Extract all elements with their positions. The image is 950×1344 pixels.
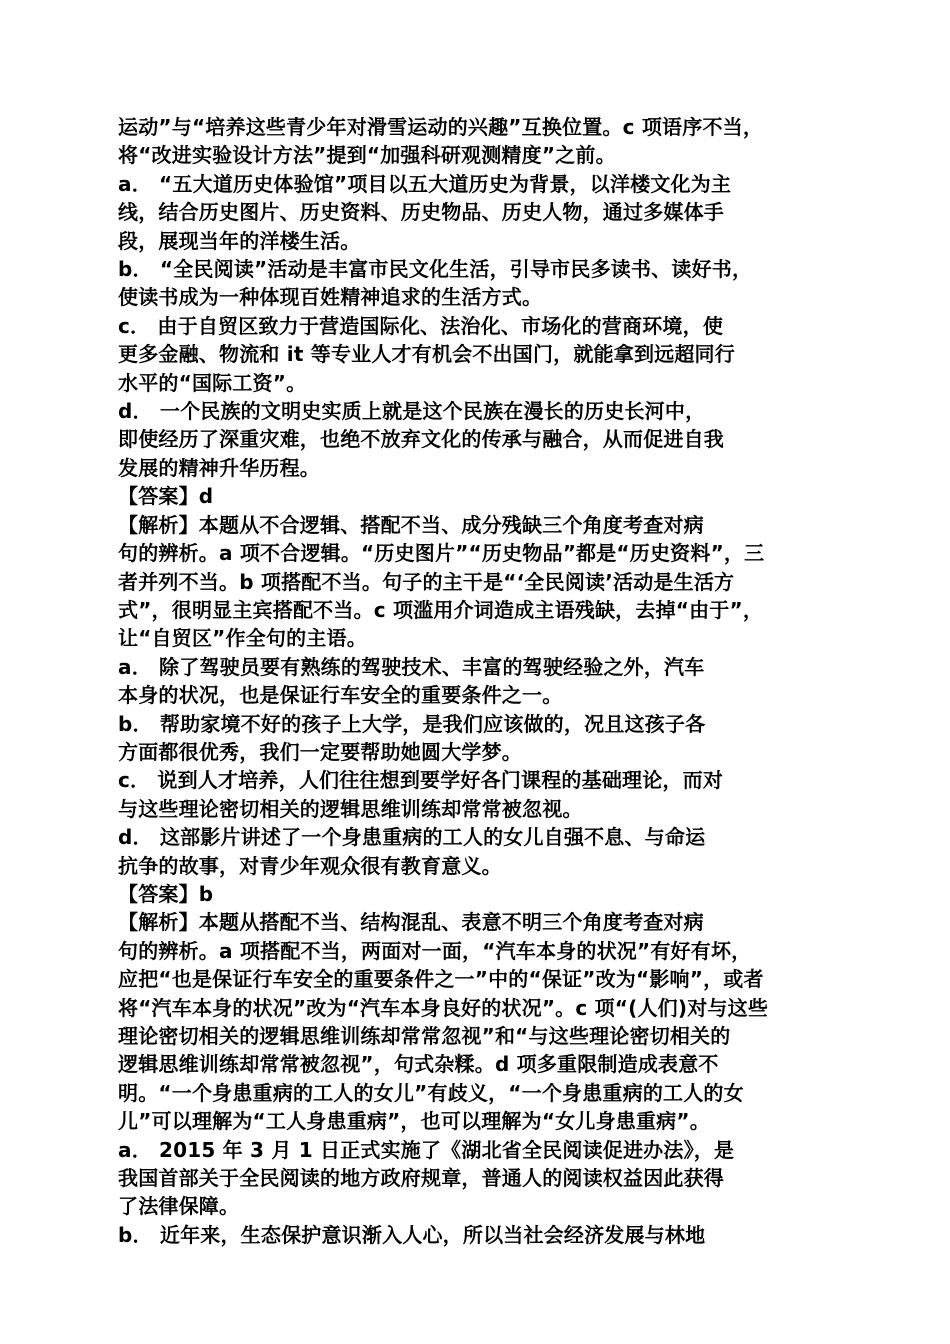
text-line: 理论密切相关的逻辑思维训练却常常忽视”和“与这些理论密切相关的 <box>118 1024 731 1048</box>
text-line: 者并列不当。b 项搭配不当。句子的主干是“‘全民阅读’活动是生活方 <box>118 569 735 594</box>
text-line: 让“自贸区”作全句的主语。 <box>118 626 367 651</box>
analysis-line: 【解析】本题从不合逻辑、搭配不当、成分残缺三个角度考查对病 <box>118 512 704 537</box>
text-line: 了法律保障。 <box>118 1194 240 1219</box>
text-line: 明。“一个身患重病的工人的女儿”有歧义，“一个身患重病的工人的女 <box>118 1080 744 1105</box>
analysis-line: 【解析】本题从搭配不当、结构混乱、表意不明三个角度考查对病 <box>118 910 704 935</box>
document-body <box>118 113 838 1249</box>
text-line: 段，展现当年的洋楼生活。 <box>118 228 361 253</box>
text-line: 将“改进实验设计方法”提到“加强科研观测精度”之前。 <box>118 143 616 168</box>
text-line: 逻辑思维训练却常常被忽视”，句式杂糅。d 项多重限制造成表意不 <box>118 1052 719 1077</box>
text-line: 使读书成为一种体现百姓精神追求的生活方式。 <box>118 285 543 310</box>
text-line: 线，结合历史图片、历史资料、历史物品、历史人物，通过多媒体手 <box>118 200 724 225</box>
text-line: 即使经历了深重灾难，也绝不放弃文化的传承与融合，从而促进自我 <box>118 427 724 452</box>
answer-line: 【答案】b <box>118 881 214 906</box>
text-line: 句的辨析。a 项不合逻辑。“历史图片”“历史物品”都是“历史资料”，三 <box>118 541 765 566</box>
text-line: a． “五大道历史体验馆”项目以五大道历史为背景，以洋楼文化为主 <box>118 171 732 196</box>
text-line: c． 由于自贸区致力于营造国际化、法治化、市场化的营商环境，使 <box>118 313 724 338</box>
text-line: 抗争的故事，对青少年观众很有教育意义。 <box>118 853 502 878</box>
answer-line: 【答案】d <box>118 484 214 509</box>
text-line: c． 说到人才培养，人们往往想到要学好各门课程的基础理论，而对 <box>118 768 724 793</box>
text-line: 应把“也是保证行车安全的重要条件之一”中的“保证”改为“影响”，或者 <box>118 967 764 992</box>
text-line: b． “全民阅读”活动是丰富市民文化生活，引导市民多读书、读好书， <box>118 257 753 282</box>
text-line: 方面都很优秀，我们一定要帮助她圆大学梦。 <box>118 739 522 764</box>
text-line: a． 除了驾驶员要有熟练的驾驶技术、丰富的驾驶经验之外，汽车 <box>118 654 705 679</box>
text-line: 本身的状况，也是保证行车安全的重要条件之一。 <box>118 683 563 708</box>
text-line: 儿”可以理解为“工人身患重病”，也可以理解为“女儿身患重病”。 <box>118 1109 710 1134</box>
text-line: b． 帮助家境不好的孩子上大学，是我们应该做的，况且这孩子各 <box>118 711 706 736</box>
text-line: 我国首部关于全民阅读的地方政府规章，普通人的阅读权益因此获得 <box>118 1166 724 1191</box>
text-line: d． 一个民族的文明史实质上就是这个民族在漫长的历史长河中， <box>118 399 706 424</box>
text-line: d． 这部影片讲述了一个身患重病的工人的女儿自强不息、与命运 <box>118 825 706 850</box>
text-line: 发展的精神升华历程。 <box>118 455 320 480</box>
text-line: 更多金融、物流和 it 等专业人才有机会不出国门，就能拿到远超同行 <box>118 342 735 367</box>
text-line: 水平的“国际工资”。 <box>118 370 307 395</box>
text-line: 式”，很明显主宾搭配不当。c 项滥用介词造成主语残缺，去掉“由于”， <box>118 597 764 622</box>
text-line: b． 近年来，生态保护意识渐入人心，所以当社会经济发展与林地 <box>118 1222 706 1247</box>
text-line: 与这些理论密切相关的逻辑思维训练却常常被忽视。 <box>118 796 583 821</box>
text-line: 句的辨析。a 项搭配不当，两面对一面，“汽车本身的状况”有好有坏， <box>118 938 752 963</box>
text-line: 将“汽车本身的状况”改为“汽车本身良好的状况”。c 项“(人们)对与这些 <box>118 995 769 1020</box>
text-line: a． 2015 年 3 月 1 日正式实施了《湖北省全民阅读促进办法》，是 <box>118 1137 735 1162</box>
text-line: 运动”与“培养这些青少年对滑雪运动的兴趣”互换位置。c 项语序不当， <box>118 115 764 139</box>
